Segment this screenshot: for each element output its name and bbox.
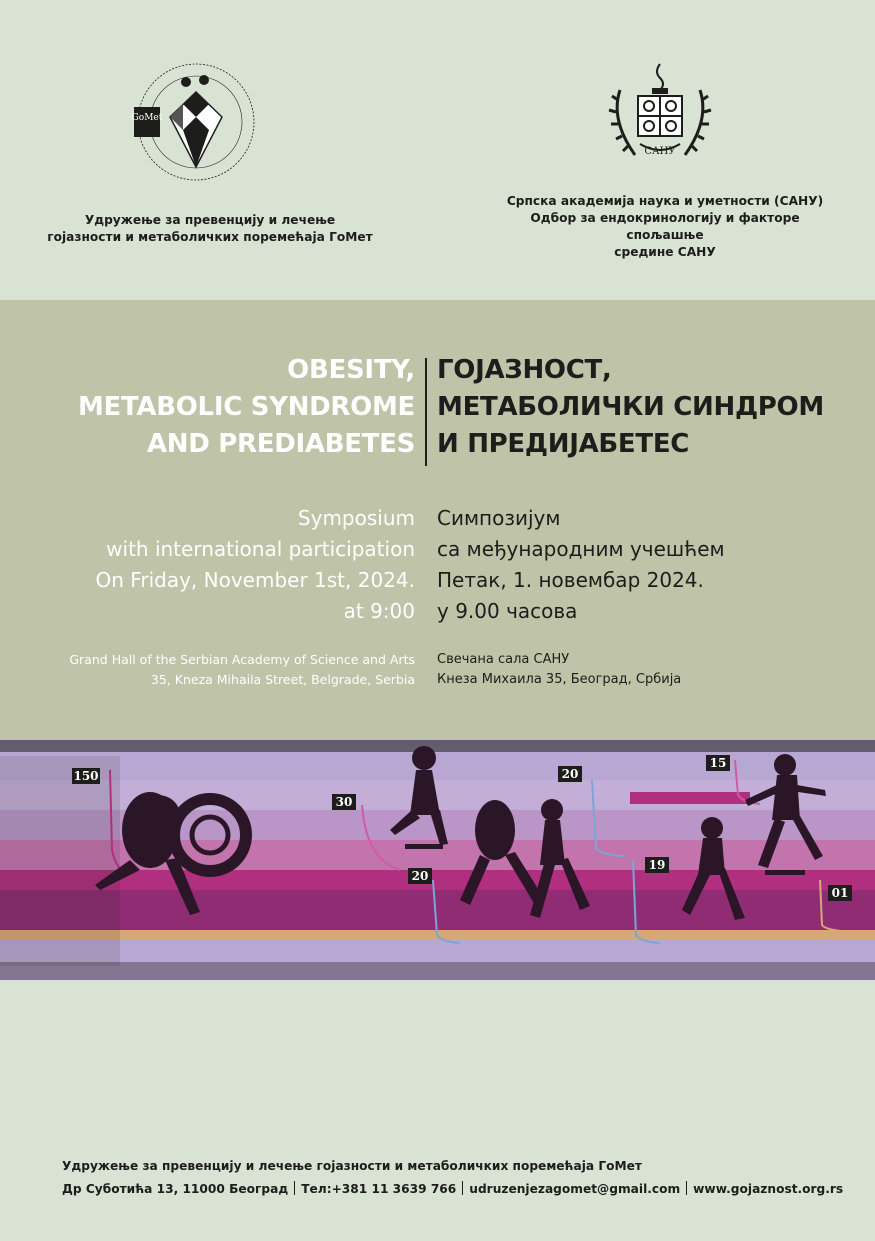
org-right (495, 193, 835, 261)
footer-organization: Удружење за превенцију и лечење гојазности и метаболичких поремећаја ГоМет (62, 1159, 642, 1173)
artwork-label: 19 (648, 858, 666, 872)
symposium-sr-line: Симпозијум (437, 506, 561, 530)
footer-separator (462, 1181, 463, 1195)
artwork-label: 15 (709, 756, 727, 770)
title-sr-line: ГОЈАЗНОСТ, (437, 355, 612, 385)
venue-en-line: Grand Hall of the Serbian Academy of Science and Arts (69, 652, 415, 667)
symposium-sr-line: у 9.00 часова (437, 599, 578, 623)
footer-contacts (62, 1181, 852, 1196)
venue-english (0, 650, 415, 690)
venue-sr-line: Свечана сала САНУ (437, 652, 570, 667)
artwork-label: 150 (73, 769, 99, 783)
symposium-en-line: at 9:00 (343, 599, 415, 623)
footer-separator (686, 1181, 687, 1195)
symposium-sr-line: Петак, 1. новембар 2024. (437, 568, 704, 592)
gomet-logo (130, 52, 260, 192)
org-right-line: средине САНУ (614, 245, 716, 259)
org-left (30, 212, 390, 246)
title-en-line: OBESITY, (287, 355, 415, 385)
org-right-line: Српска академија наука и уметности (САНУ) (506, 194, 824, 208)
venue-sr-line: Кнеза Михаила 35, Београд, Србија (437, 672, 682, 687)
venue-serbian (437, 650, 857, 690)
title-divider (425, 358, 427, 466)
venue-en-line: 35, Kneza Mihaila Street, Belgrade, Serbia (150, 672, 415, 687)
header (0, 0, 875, 300)
artwork-label: 01 (831, 886, 849, 900)
org-left-line: гојазности и метаболичких поремећаја ГоМет (47, 230, 373, 244)
org-right-line: Одбор за ендокринологију и факторе спољашње (530, 211, 800, 242)
title-en-line: AND PREDIABETES (146, 429, 415, 459)
sanu-logo-text: САНУ (644, 146, 676, 157)
footer-website[interactable]: www.gojaznost.org.rs (693, 1182, 844, 1196)
footer-separator (294, 1181, 295, 1195)
symposium-en-line: with international participation (106, 537, 415, 561)
athletes-artwork (0, 740, 875, 980)
title-sr-line: И ПРЕДИЈАБЕТЕС (437, 429, 690, 459)
title-en-line: METABOLIC SYNDROME (77, 392, 415, 422)
footer-address: Др Суботића 13, 11000 Београд (62, 1182, 289, 1196)
footer-email[interactable]: udruzenjezagomet@gmail.com (469, 1182, 681, 1196)
symposium-en-line: On Friday, November 1st, 2024. (95, 568, 415, 592)
symposium-sr-line: са међународним учешћем (437, 537, 725, 561)
artwork-label: 20 (411, 869, 429, 883)
artwork-label: 30 (335, 795, 353, 809)
org-left-line: Удружење за превенцију и лечење (84, 213, 336, 227)
gomet-logo-text: GoMet (131, 113, 163, 123)
symposium-en-line: Symposium (297, 506, 415, 530)
symposium-english (0, 503, 415, 627)
title-english (35, 352, 415, 463)
artwork-label: 20 (561, 767, 579, 781)
footer-phone[interactable]: Тел:+381 11 3639 766 (301, 1182, 457, 1196)
symposium-serbian (437, 503, 857, 627)
title-sr-line: МЕТАБОЛИЧКИ СИНДРОМ (437, 392, 824, 422)
sanu-logo (600, 60, 720, 170)
title-serbian (437, 352, 867, 463)
